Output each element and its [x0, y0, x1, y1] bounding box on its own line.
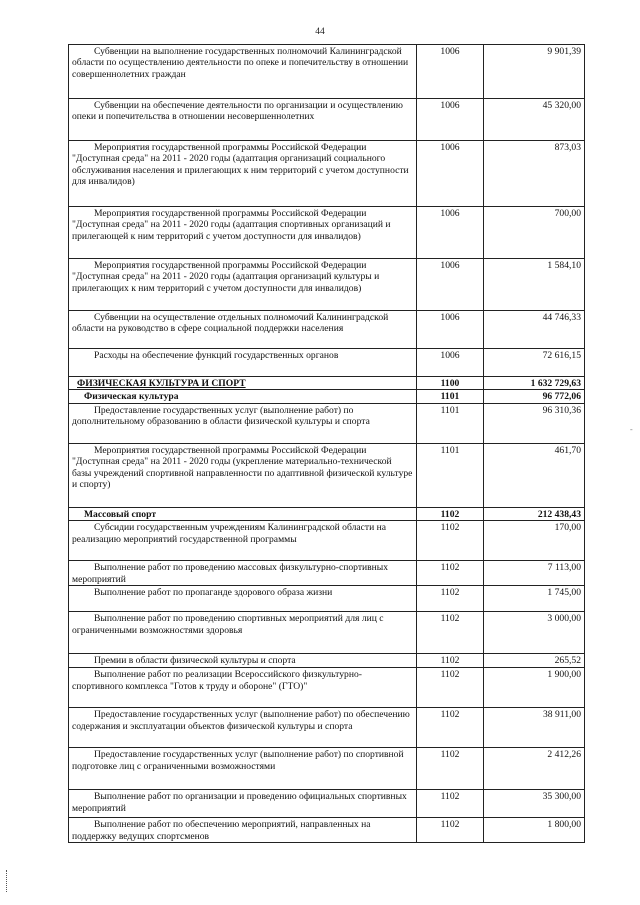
subsection-row — [69, 390, 585, 403]
row-code: 1102 — [417, 507, 484, 520]
table-row — [69, 521, 585, 561]
row-amount: 461,70 — [484, 443, 585, 507]
row-name: ФИЗИЧЕСКАЯ КУЛЬТУРА И СПОРТ — [69, 377, 417, 390]
subsection-row — [69, 507, 585, 520]
row-code: 1101 — [417, 443, 484, 507]
row-name: Выполнение работ по пропаганде здорового образа жизни — [69, 586, 417, 612]
row-name: Мероприятия государственной программы Российской Федерации "Доступная среда" на 2011 - 2020 годы (адаптация организаций социального обслуживания населения и прилегающих к ним территорий с учетом доступности для инвалидов) — [69, 141, 417, 207]
row-code: 1006 — [417, 45, 484, 99]
table-row — [69, 349, 585, 377]
row-name: Выполнение работ по организации и проведению официальных спортивных мероприятий — [69, 790, 417, 818]
table-row — [69, 443, 585, 507]
row-name: Субсидии государственным учреждениям Калининградской области на реализацию мероприятий государственной программы — [69, 521, 417, 561]
row-amount: 44 746,33 — [484, 311, 585, 349]
row-name: Мероприятия государственной программы Российской Федерации "Доступная среда" на 2011 - 2020 годы (адаптация спортивных организаций и прилегающей к ним территорий с учетом доступности для инвалидов) — [69, 207, 417, 259]
table-row — [69, 561, 585, 586]
row-amount: 1 584,10 — [484, 259, 585, 311]
row-code: 1102 — [417, 654, 484, 668]
table-row — [69, 207, 585, 259]
row-amount: 7 113,00 — [484, 561, 585, 586]
row-name: Массовый спорт — [69, 507, 417, 520]
row-name: Субвенции на осуществление отдельных полномочий Калининградской области на руководство в сфере социальной поддержки населения — [69, 311, 417, 349]
row-code: 1102 — [417, 708, 484, 748]
table-row — [69, 259, 585, 311]
row-name: Расходы на обеспечение функций государственных органов — [69, 349, 417, 377]
row-amount: 1 900,00 — [484, 668, 585, 708]
table-row — [69, 668, 585, 708]
table-row — [69, 708, 585, 748]
row-code: 1102 — [417, 790, 484, 818]
row-amount: 265,52 — [484, 654, 585, 668]
row-amount: 2 412,26 — [484, 748, 585, 790]
table-row — [69, 654, 585, 668]
row-code: 1006 — [417, 349, 484, 377]
row-name: Предоставление государственных услуг (выполнение работ) по дополнительному образованию в области физической культуры и спорта — [69, 403, 417, 443]
table-row — [69, 45, 585, 99]
row-name: Выполнение работ по реализации Всероссийского физкультурно-спортивного комплекса "Готов к труду и обороне" (ГТО)" — [69, 668, 417, 708]
table-row — [69, 818, 585, 843]
row-name: Выполнение работ по проведению спортивных мероприятий для лиц с ограниченными возможностями здоровья — [69, 612, 417, 654]
row-name: Выполнение работ по проведению массовых физкультурно-спортивных мероприятий — [69, 561, 417, 586]
budget-table — [68, 44, 585, 843]
budget-table-body — [69, 45, 585, 843]
row-amount: 72 616,15 — [484, 349, 585, 377]
section-row — [69, 377, 585, 390]
table-row — [69, 99, 585, 141]
row-name: Выполнение работ по обеспечению мероприятий, направленных на поддержку ведущих спортсменов — [69, 818, 417, 843]
row-code: 1102 — [417, 561, 484, 586]
row-code: 1102 — [417, 668, 484, 708]
row-name: Предоставление государственных услуг (выполнение работ) по спортивной подготовке лиц с ограниченными возможностями — [69, 748, 417, 790]
row-amount: 1 745,00 — [484, 586, 585, 612]
row-code: 1006 — [417, 207, 484, 259]
page-number: 44 — [315, 27, 325, 37]
row-amount: 212 438,43 — [484, 507, 585, 520]
row-code: 1102 — [417, 748, 484, 790]
margin-dash: - — [630, 425, 633, 434]
table-row — [69, 141, 585, 207]
row-name: Премии в области физической культуры и спорта — [69, 654, 417, 668]
row-name: Предоставление государственных услуг (выполнение работ) по обеспечению содержания и эксплуатации объектов физической культуры и спорта — [69, 708, 417, 748]
row-code: 1006 — [417, 141, 484, 207]
row-amount: 35 300,00 — [484, 790, 585, 818]
table-row — [69, 403, 585, 443]
row-code: 1006 — [417, 99, 484, 141]
table-row — [69, 612, 585, 654]
row-code: 1102 — [417, 521, 484, 561]
row-amount: 170,00 — [484, 521, 585, 561]
table-row — [69, 311, 585, 349]
table-row — [69, 790, 585, 818]
row-name: Субвенции на выполнение государственных полномочий Калининградской области по осуществлению деятельности по опеке и попечительству в отношении совершеннолетних граждан — [69, 45, 417, 99]
row-amount: 873,03 — [484, 141, 585, 207]
row-amount: 700,00 — [484, 207, 585, 259]
row-name: Субвенции на обеспечение деятельности по организации и осуществлению опеки и попечительства в отношении несовершеннолетних — [69, 99, 417, 141]
row-amount: 3 000,00 — [484, 612, 585, 654]
row-code: 1102 — [417, 612, 484, 654]
table-row — [69, 586, 585, 612]
row-amount: 45 320,00 — [484, 99, 585, 141]
row-code: 1101 — [417, 403, 484, 443]
row-code: 1100 — [417, 377, 484, 390]
row-code: 1006 — [417, 311, 484, 349]
row-amount: 1 632 729,63 — [484, 377, 585, 390]
table-row — [69, 748, 585, 790]
row-code: 1101 — [417, 390, 484, 403]
row-name: Мероприятия государственной программы Российской Федерации "Доступная среда" на 2011 - 2020 годы (адаптация организаций культуры и прилегающих к ним территорий с учетом доступности для инвалидов) — [69, 259, 417, 311]
row-code: 1102 — [417, 586, 484, 612]
row-amount: 1 800,00 — [484, 818, 585, 843]
row-amount: 96 310,36 — [484, 403, 585, 443]
row-amount: 9 901,39 — [484, 45, 585, 99]
row-amount: 96 772,06 — [484, 390, 585, 403]
row-name: Физическая культура — [69, 390, 417, 403]
row-name: Мероприятия государственной программы Российской Федерации "Доступная среда" на 2011 - 2020 годы (укрепление материально-технической базы учреждений спортивной направленности по адаптивной физической культуре и спорту) — [69, 443, 417, 507]
row-code: 1006 — [417, 259, 484, 311]
margin-mark — [6, 870, 9, 892]
row-code: 1102 — [417, 818, 484, 843]
row-amount: 38 911,00 — [484, 708, 585, 748]
